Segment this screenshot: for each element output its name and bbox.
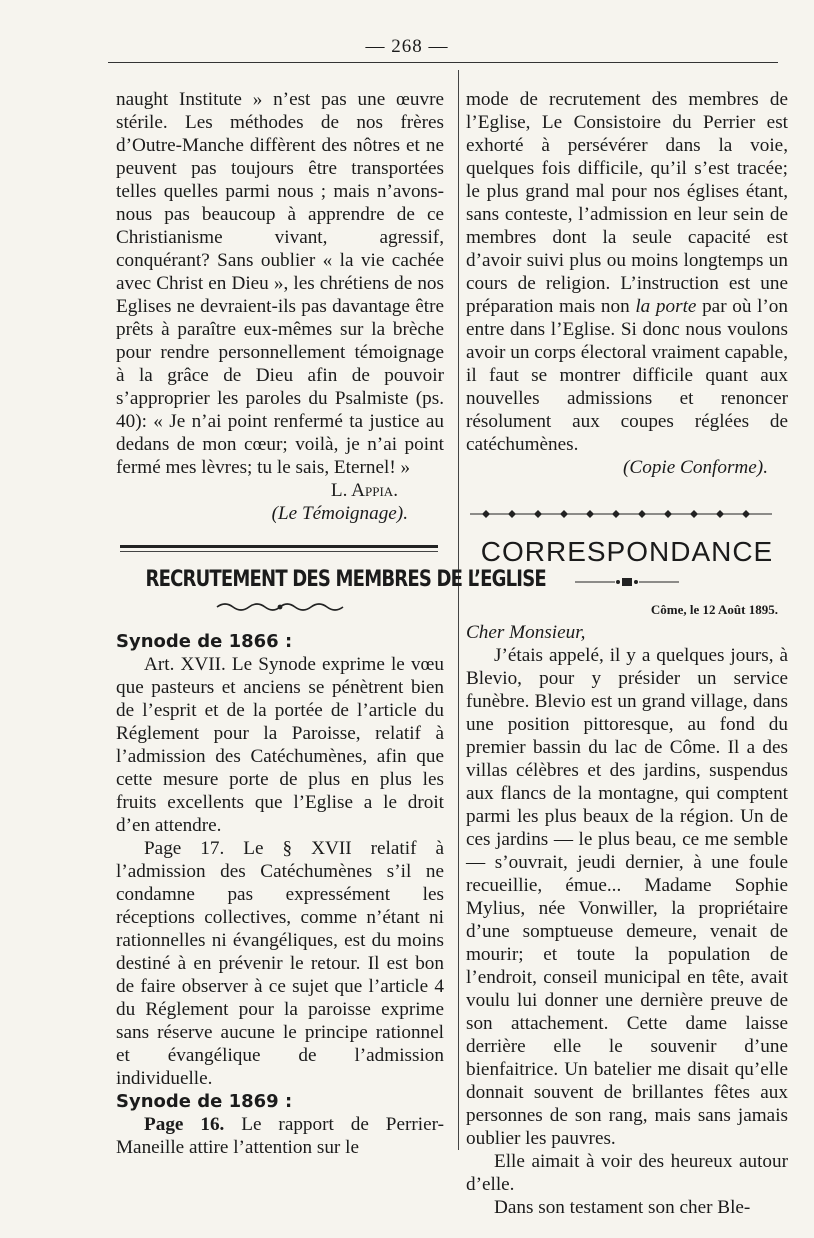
section-rule-thin xyxy=(120,551,438,552)
article-xvii-text: Le Synode exprime le vœu que pasteurs et anciens se pénètrent bien de l’esprit et de la portée de l’article du Réglement pour la Paroisse, relatif à l’admission des Catéchumènes, afin que cette mesure porte de plus en plus les fruits excellents que l’Eglise a le droit d’en attendre. xyxy=(116,654,444,836)
page-17-lead: Page 17. xyxy=(144,838,225,859)
source-citation: (Le Témoignage). xyxy=(271,503,408,524)
section-heading-recrutement: RECRUTEMENT DES MEMBRES DE L’EGLISE xyxy=(145,567,546,592)
opening-paragraph: naught Institute » n’est pas une œuvre stérile. Les méthodes de nos frères d’Outre-Manche diffèrent des nôtres et ne peuvent pas toujours être transportées telles quelles parmi nous ; mais n’avons-nous pas beaucoup à apprendre de ce Christianisme vivant, agressif, conquérant? Sans oublier « la vie cachée avec Christ en Dieu », les chrétiens de nos Eglises ne devraient-ils pas davantage être prêts à paraître eux-mêmes sur la brèche pour rendre personnellement témoignage à la grâce de Dieu afin de pouvoir s’approprier les paroles du Psalmiste (ps. 40): « Je n’ai point renfermé ta justice au dedans de mon cœur; voilà, je n’ai point fermé mes lèvres; tu le sais, Eternel! » xyxy=(116,89,444,478)
page-number: — 268 — xyxy=(365,36,449,57)
copy-conforme-citation: (Copie Conforme). xyxy=(623,457,768,478)
letter-paragraph-1: J’étais appelé, il y a quelques jours, à Blevio, pour y présider un service funèbre. Blevio est un grand village, dans une position pittoresque, au fond du premier bassin du lac de Côme. Il a des villas célèbres et des jardins, suspendus aux flancs de la montagne, qui comptent parmi les plus beaux de la région. Un de ces jardins — le plus beau, ce me semble — s’ouvrait, jeudi dernier, à une foule recueillie, émue... Madame Sophie Mylius, née Vonwiller, la propriétaire d’une somptueuse demeure, venait de mourir; et toute la population de l’endroit, conseil municipal en tête, avait voulu lui donner une dernière preuve de son attachement. Cette dame laisse derrière elle le souvenir d’une bienfaitrice. Un batelier me disait qu’elle donnait souvent de brillantes fêtes aux personnes de son rang, mais sans jamais oublier les pauvres. xyxy=(466,645,788,1149)
letter-paragraph-2: Elle aimait à voir des heureux autour d’elle. xyxy=(466,1151,788,1195)
recruitment-continued-paragraph xyxy=(466,88,788,456)
recruitment-emphasis: la porte xyxy=(635,296,697,317)
page-16-paragraph xyxy=(116,1113,444,1159)
page-16-lead: Page 16. xyxy=(144,1114,225,1135)
right-column xyxy=(466,88,788,1219)
section-rule-thick xyxy=(120,545,438,548)
recruitment-text-a: mode de recrutement des membres de l’Eglise, Le Consistoire du Perrier est exhorté à persévérer dans la voie, quelques fois difficile, qu’il s’est tracée; le plus grand mal pour nos églises étant, sans conteste, l’admission en leur sein de membres dont la seule capacité est d’avoir suivi plus ou moins longtemps un cours de religion. L’instruction est une préparation mais non xyxy=(466,89,788,317)
synode-1866-heading: Synode de 1866 : xyxy=(116,631,293,652)
page-17-paragraph xyxy=(116,837,444,1090)
letter-salutation: Cher Monsieur, xyxy=(466,622,586,643)
dotted-divider xyxy=(466,503,788,526)
page-17-text: Le § XVII relatif à l’admission des Catéchumènes s’il ne condamne pas expressément les réceptions collectives, comme n’étant ni rationnelles ni évangéliques, est du moins destiné à en prévenir le retour. Il est bon de faire observer à ce sujet que l’article 4 du Réglement pour la paroisse exprime sans réserve aucune le principe rationnel et évangélique de l’admission individuelle. xyxy=(116,838,444,1089)
signature xyxy=(116,479,444,502)
page-16-text: Le rapport de Perrier-Maneille attire l’attention sur le xyxy=(116,1114,444,1158)
article-xvii-lead: Art. XVII. xyxy=(144,654,226,675)
letter-paragraph-3: Dans son testament son cher Ble- xyxy=(494,1197,751,1218)
article-xvii-paragraph xyxy=(116,653,444,837)
recruitment-text-b: par où l’on entre dans l’Eglise. Si donc nous voulons avoir un corps électoral vraiment capable, il faut se montrer difficile quant aux nouvelles admissions et renoncer résolument aux coupes réglées de catéchumènes. xyxy=(466,296,788,455)
signature-name: L. Appia. xyxy=(330,480,398,501)
synode-1869-heading: Synode de 1869 : xyxy=(116,1091,293,1112)
small-ornament xyxy=(466,571,788,594)
wave-ornament xyxy=(116,597,444,620)
header-rule xyxy=(108,62,778,63)
column-divider xyxy=(458,70,459,1150)
letter-dateline: Côme, le 12 Août 1895. xyxy=(650,602,778,617)
section-heading-correspondance: CORRESPONDANCE xyxy=(480,536,774,567)
